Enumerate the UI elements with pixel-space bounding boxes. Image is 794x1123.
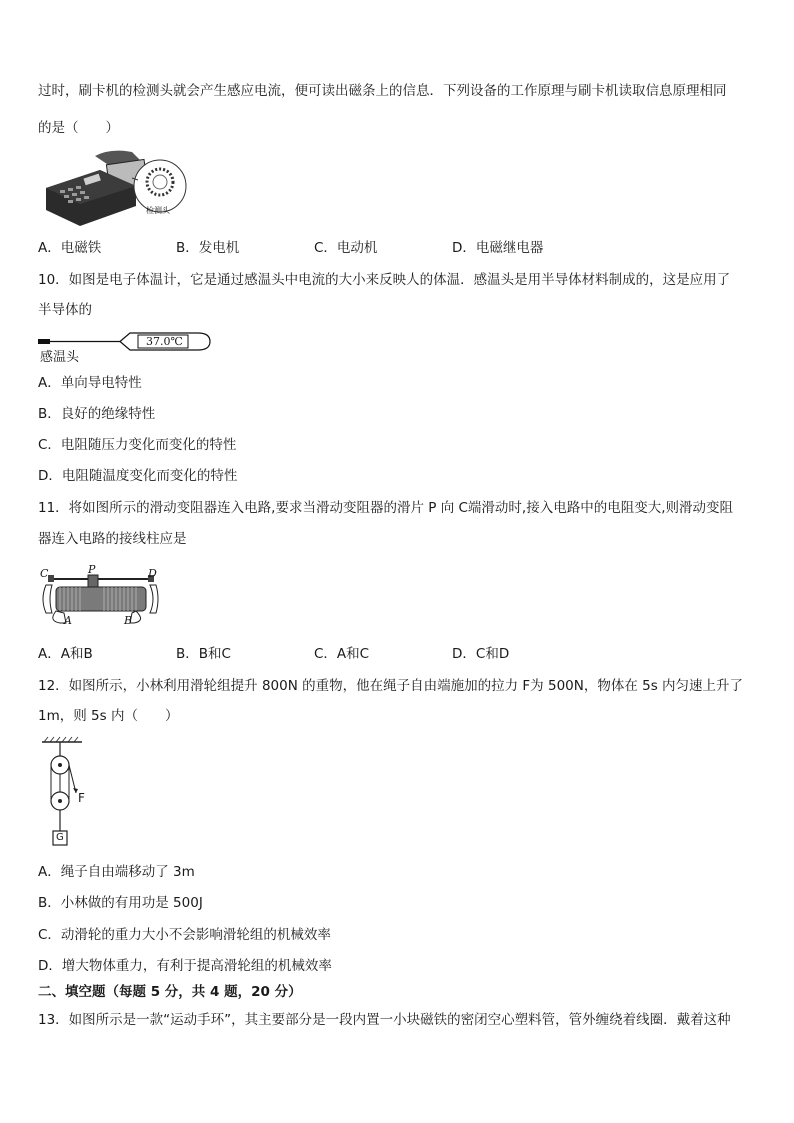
q9-stem-line2: 的是（ ） (38, 120, 119, 136)
thermometer-reading: 37.0℃ (146, 335, 183, 348)
q10-option-b[interactable]: B．良好的绝缘特性 (38, 406, 156, 422)
section2-heading: 二、填空题（每题 5 分，共 4 题，20 分） (38, 984, 302, 1000)
q11-stem-line2: 器连入电路的接线柱应是 (38, 531, 187, 547)
q12-option-c[interactable]: C．动滑轮的重力大小不会影响滑轮组的机械效率 (38, 927, 331, 943)
q12-stem-line1: 12．如图所示，小林利用滑轮组提升 800N 的重物，他在绳子自由端施加的拉力 F为 500N，物体在 5s 内匀速上升了 (38, 678, 744, 694)
q11-option-c[interactable]: C．A和C (314, 646, 370, 662)
q9-option-b[interactable]: B．发电机 (176, 240, 240, 256)
q9-option-c[interactable]: C．电动机 (314, 240, 378, 256)
probe-label: 感温头 (40, 350, 80, 365)
card-reader-figure (40, 148, 190, 228)
q9-option-d[interactable]: D．电磁继电器 (452, 240, 544, 256)
slider-p-label: P (88, 563, 96, 576)
q9-stem-line1: 过时，刷卡机的检测头就会产生感应电流，便可读出磁条上的信息．下列设备的工作原理与刷卡机读取信息原理相同 (38, 83, 727, 99)
q11-option-d[interactable]: D．C和D (452, 646, 510, 662)
q11-option-b[interactable]: B．B和C (176, 646, 231, 662)
q12-option-b[interactable]: B．小林做的有用功是 500J (38, 895, 203, 911)
q10-option-a[interactable]: A．单向导电特性 (38, 375, 142, 391)
detector-label: 检测头 (146, 206, 170, 215)
rheostat-figure (38, 563, 164, 631)
terminal-a-label: A (64, 614, 72, 627)
terminal-b-label: B (124, 614, 133, 627)
pulley-system-icon (38, 735, 100, 850)
q10-option-c[interactable]: C．电阻随压力变化而变化的特性 (38, 437, 237, 453)
pulley-figure (38, 735, 100, 850)
terminal-d-label: D (148, 567, 157, 580)
q11-stem-line1: 11．将如图所示的滑动变阻器连入电路,要求当滑动变阻器的滑片 P 向 C端滑动时,接入电路中的电阻变大,则滑动变阻 (38, 500, 733, 516)
q13-stem-line1: 13．如图所示是一款“运动手环”，其主要部分是一段内置一小块磁铁的密闭空心塑料管，管外缠绕着线圈．戴着这种 (38, 1012, 731, 1028)
q10-option-d[interactable]: D．电阻随温度变化而变化的特性 (38, 468, 238, 484)
q11-option-a[interactable]: A．A和B (38, 646, 93, 662)
q9-option-a[interactable]: A．电磁铁 (38, 240, 102, 256)
q10-stem-line2: 半导体的 (38, 302, 92, 318)
thermometer-figure (38, 330, 216, 365)
weight-g-label: G (56, 832, 64, 843)
force-f-label: F (78, 791, 85, 805)
terminal-c-label: C (40, 567, 49, 580)
card-reader-icon (40, 148, 190, 228)
rheostat-icon (38, 563, 164, 631)
q10-stem-line1: 10．如图是电子体温计，它是通过感温头中电流的大小来反映人的体温．感温头是用半导体材料制成的，这是应用了 (38, 272, 731, 288)
q12-option-d[interactable]: D．增大物体重力，有利于提高滑轮组的机械效率 (38, 958, 332, 974)
q12-stem-line2: 1m，则 5s 内（ ） (38, 708, 179, 724)
q12-option-a[interactable]: A．绳子自由端移动了 3m (38, 864, 195, 880)
